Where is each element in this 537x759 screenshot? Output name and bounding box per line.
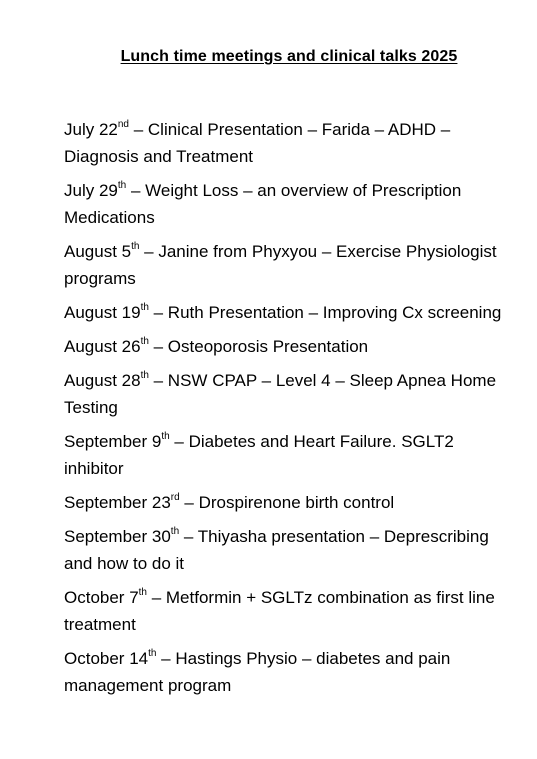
list-item [64, 367, 516, 421]
entry-text: – Metformin + SGLTz combination as first line treatment [64, 588, 495, 634]
entry-text: – Osteoporosis Presentation [148, 337, 369, 356]
entry-date-suffix: th [138, 587, 147, 599]
entry-text: – NSW CPAP – Level 4 – Sleep Apnea Home Testing [64, 371, 497, 417]
entry-text: – Diabetes and Heart Failure. SGLT2 inhibitor [64, 432, 454, 478]
list-item [64, 645, 516, 699]
entry-date-suffix: th [140, 302, 149, 314]
entry-date: August 26 [64, 337, 141, 356]
entry-date-suffix: th [148, 648, 157, 660]
entry-text: – Weight Loss – an overview of Prescription Medications [64, 181, 462, 227]
entry-date: August 28 [64, 371, 141, 390]
entry-date: August 19 [64, 303, 141, 322]
entry-date-suffix: th [170, 526, 180, 538]
list-item [64, 299, 516, 326]
entry-date: September 9 [64, 432, 162, 451]
entry-date: July 29 [64, 181, 118, 200]
entry-date: September 30 [64, 527, 171, 546]
list-item [64, 177, 516, 231]
entry-text: – Thiyasha presentation – Deprescribing and how to do it [64, 527, 489, 573]
entry-text: – Clinical Presentation – Farida – ADHD – Diagnosis and Treatment [64, 120, 451, 166]
entry-date-suffix: nd [117, 119, 129, 131]
entry-text: – Janine from Phyxyou – Exercise Physiologist programs [64, 242, 497, 288]
entry-date: July 22 [64, 120, 118, 139]
meeting-list [64, 116, 516, 706]
list-item [64, 238, 516, 292]
list-item [64, 523, 516, 577]
entry-text: – Hastings Physio – diabetes and pain management program [64, 649, 451, 695]
entry-text: – Ruth Presentation – Improving Cx screening [148, 303, 502, 322]
entry-date-suffix: th [131, 241, 140, 253]
entry-date: October 14 [64, 649, 149, 668]
entry-date-suffix: th [161, 431, 170, 443]
entry-date-suffix: th [117, 180, 127, 192]
entry-date-suffix: th [140, 336, 149, 348]
entry-text: – Drospirenone birth control [179, 493, 395, 512]
entry-date: August 5 [64, 242, 132, 261]
entry-date-suffix: rd [170, 492, 180, 504]
list-item [64, 116, 516, 170]
entry-date: September 23 [64, 493, 171, 512]
entry-date-suffix: th [140, 370, 149, 382]
list-item [64, 333, 516, 360]
entry-date: October 7 [64, 588, 139, 607]
document-title: Lunch time meetings and clinical talks 2025 [120, 48, 458, 65]
list-item [64, 489, 516, 516]
list-item [64, 584, 516, 638]
list-item [64, 428, 516, 482]
